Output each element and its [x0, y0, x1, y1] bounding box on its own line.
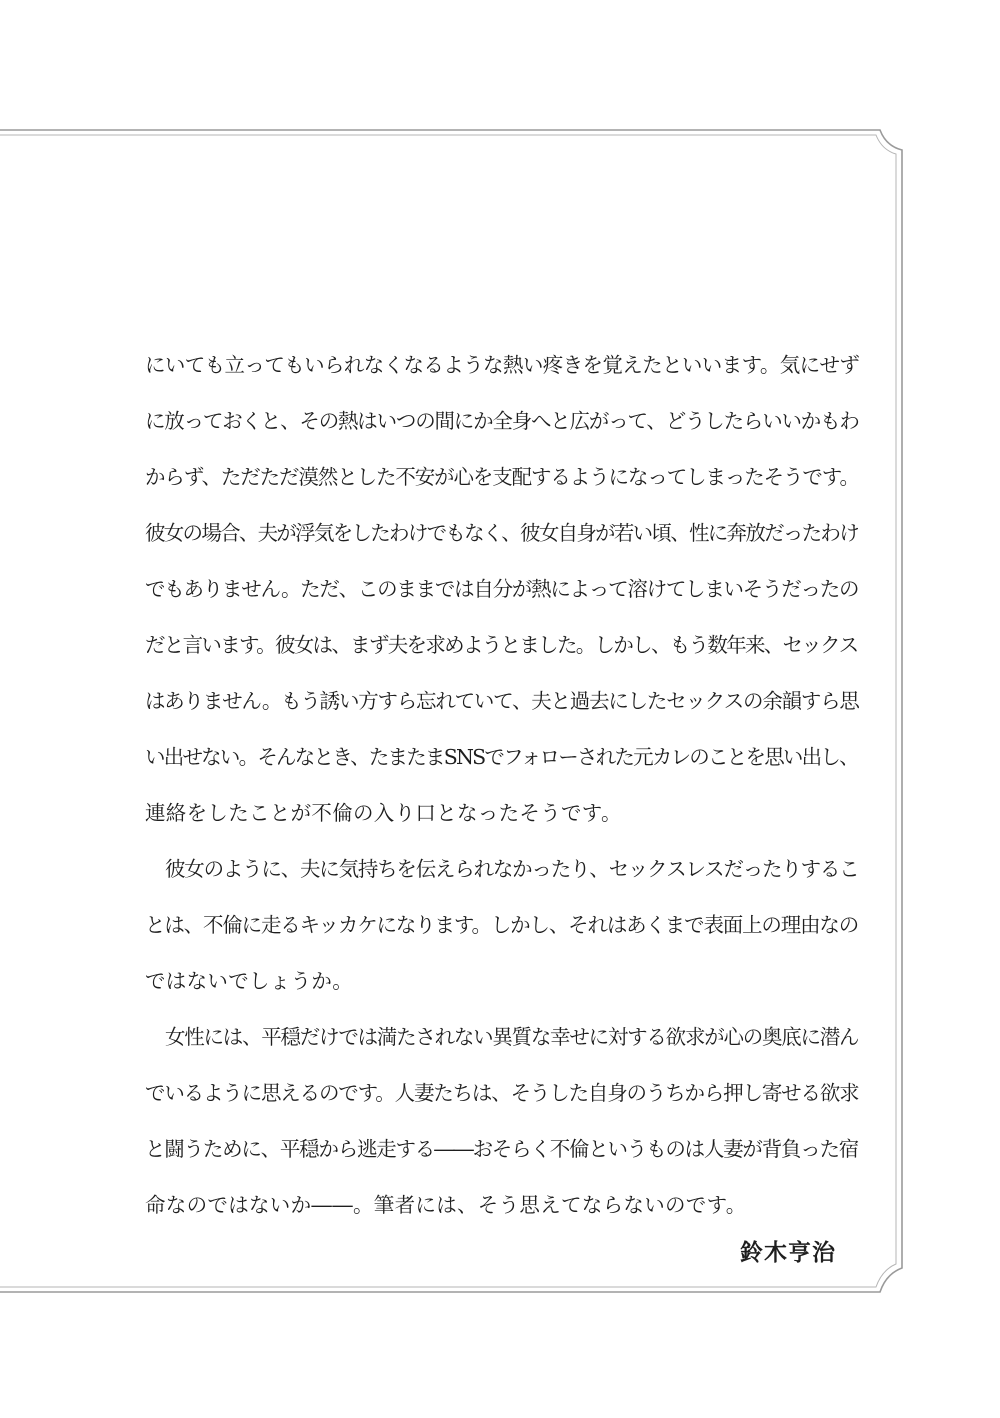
body-line: に放っておくと、その熱はいつの間にか全身へと広がって、どうしたらいいかもわ	[145, 409, 859, 433]
body-line: だと言います。彼女は、まず夫を求めようとました。しかし、もう数年来、セックス	[145, 633, 858, 657]
body-line: とは、不倫に走るキッカケになります。しかし、それはあくまで表面上の理由なの	[145, 913, 859, 937]
body-line: 女性には、平穏だけでは満たされない異質な幸せに対する欲求が心の奥底に潜ん	[165, 1025, 859, 1049]
body-line: 連絡をしたことが不倫の入り口となったそうです。	[145, 801, 622, 825]
body-line: はありません。もう誘い方すら忘れていて、夫と過去にしたセックスの余韻すら思	[145, 689, 859, 713]
body-line: と闘うために、平穏から逃走する――おそらく不倫というものは人妻が背負った宿	[145, 1137, 859, 1161]
body-line: い出せない。そんなとき、たまたまSNSでフォローされた元カレのことを思い出し、	[145, 745, 858, 769]
body-line: 彼女のように、夫に気持ちを伝えられなかったり、セックスレスだったりするこ	[165, 857, 859, 881]
author-signature: 鈴木亨治	[740, 1239, 836, 1266]
body-line: からず、ただただ漠然とした不安が心を支配するようになってしまったそうです。	[145, 465, 859, 489]
body-line: にいても立ってもいられなくなるような熱い疼きを覚えたといいます。気にせず	[145, 353, 860, 377]
body-line: 命なのではないか――。筆者には、そう思えてならないのです。	[145, 1193, 747, 1217]
body-line: でいるように思えるのです。人妻たちは、そうした自身のうちから押し寄せる欲求	[145, 1081, 859, 1105]
body-line: でもありません。ただ、このままでは自分が熱によって溶けてしまいそうだったの	[145, 577, 859, 601]
body-line: ではないでしょうか。	[145, 969, 353, 993]
body-line: 彼女の場合、夫が浮気をしたわけでもなく、彼女自身が若い頃、性に奔放だったわけ	[145, 521, 858, 545]
